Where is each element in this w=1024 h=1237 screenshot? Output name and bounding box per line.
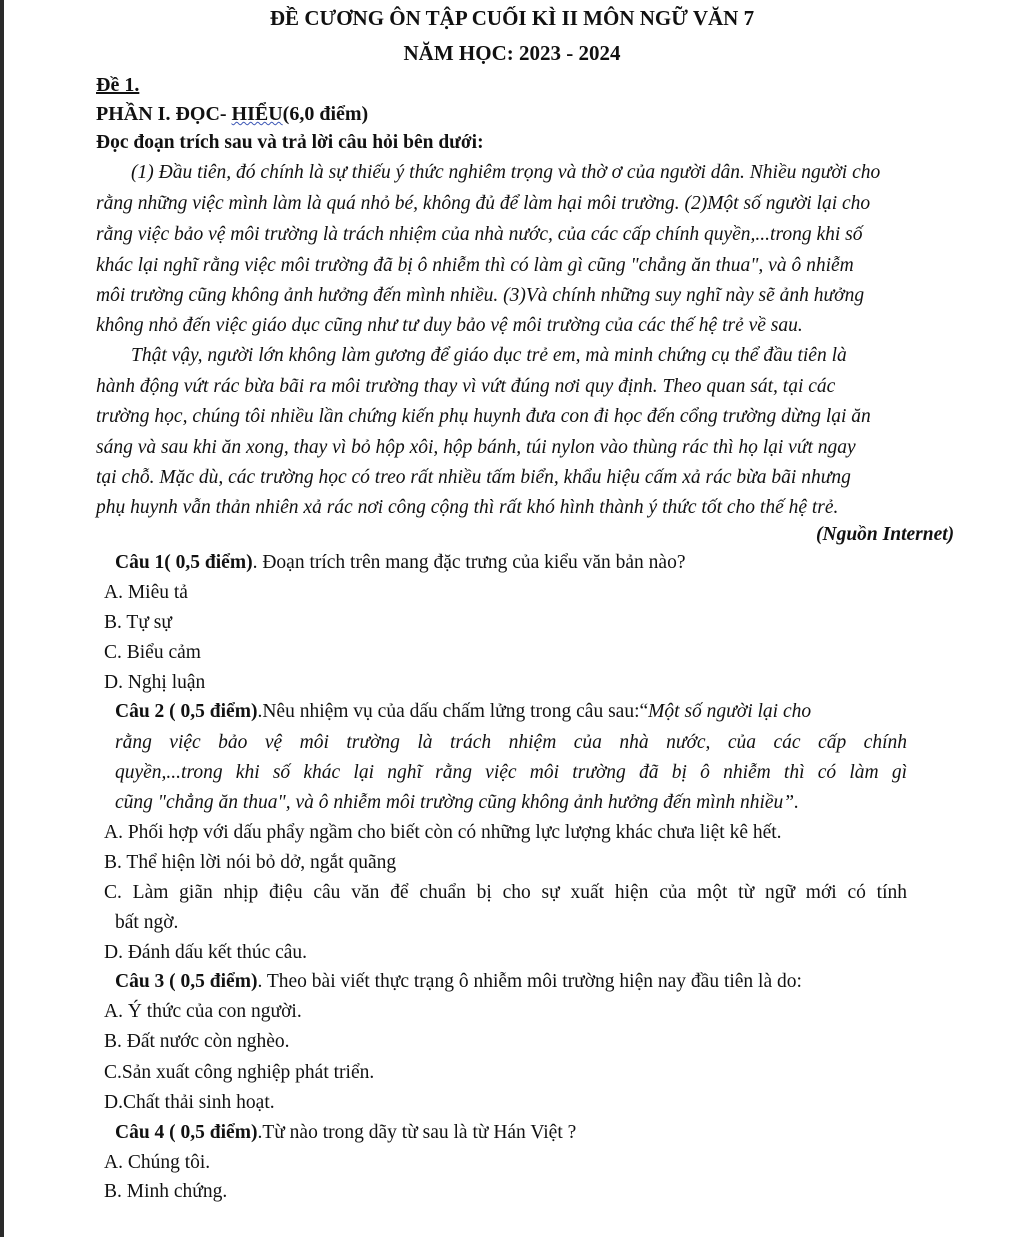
- answer-option: C. Biểu cảm: [104, 642, 201, 663]
- passage-line: Thật vậy, người lớn không làm gương để giáo dục trẻ em, mà minh chứng cụ thể đầu tiên là: [131, 345, 847, 366]
- question-2-label: Câu 2 ( 0,5 điểm): [115, 701, 258, 722]
- passage-line: tại chỗ. Mặc dù, các trường học có treo rất nhiều tấm biển, khẩu hiệu cấm xả rác bừa bãi nhưng: [96, 467, 851, 488]
- question-2-quote-line: quyền,...trong khi số khác lại nghĩ rằng việc môi trường đã bị ô nhiễm thì có làm gì: [115, 762, 907, 783]
- question-4-text: .Từ nào trong dãy từ sau là từ Hán Việt ?: [257, 1122, 577, 1143]
- answer-option: C. Làm giãn nhịp điệu câu văn để chuẩn bị cho sự xuất hiện của một từ ngữ mới có tính: [104, 882, 907, 903]
- exam-number-label: Đề 1.: [96, 74, 140, 96]
- passage-line: phụ huynh vẫn thản nhiên xả rác nơi công cộng thì rất khó hình thành ý thức tốt cho thế hệ trẻ.: [96, 497, 839, 518]
- answer-option: B. Tự sự: [104, 612, 172, 633]
- passage-line: khác lại nghĩ rằng việc môi trường đã bị ô nhiễm thì có làm gì cũng "chẳng ăn thua", và ô nhiễm: [96, 255, 854, 276]
- question-1-text: . Đoạn trích trên mang đặc trưng của kiểu văn bản nào?: [252, 552, 686, 573]
- reading-instruction: Đọc đoạn trích sau và trả lời câu hỏi bên dưới:: [96, 132, 484, 153]
- question-2-text: .Nêu nhiệm vụ của dấu chấm lửng trong câu sau:“: [257, 701, 649, 722]
- passage-line: (1) Đầu tiên, đó chính là sự thiếu ý thức nghiêm trọng và thờ ơ của người dân. Nhiều người cho: [131, 162, 881, 183]
- question-1: [115, 550, 685, 576]
- question-2-quote: Một số người lại cho: [648, 701, 812, 722]
- school-year-heading: NĂM HỌC: 2023 - 2024: [403, 41, 621, 65]
- left-border-line: [0, 0, 4, 1237]
- answer-option: B. Thể hiện lời nói bỏ dở, ngắt quãng: [104, 852, 397, 873]
- question-2: [115, 699, 811, 725]
- answer-option: A. Miêu tả: [104, 582, 188, 603]
- passage-line: hành động vứt rác bừa bãi ra môi trường thay vì vứt đúng nơi quy định. Theo quan sát, tại các: [96, 376, 836, 397]
- passage-line: rằng việc bảo vệ môi trường là trách nhiệm của nhà nước, của các cấp chính quyền,...trong khi số: [96, 224, 863, 245]
- question-1-label: Câu 1( 0,5 điểm): [115, 552, 253, 573]
- answer-option: D.Chất thải sinh hoạt.: [104, 1092, 275, 1113]
- section-prefix: PHẦN I. ĐỌC-: [96, 103, 232, 125]
- answer-option: D. Đánh dấu kết thúc câu.: [104, 942, 308, 963]
- question-3-text: . Theo bài viết thực trạng ô nhiễm môi trường hiện nay đầu tiên là do:: [257, 971, 802, 992]
- passage-line: môi trường cũng không ảnh hưởng đến mình nhiều. (3)Và chính những suy nghĩ này sẽ ảnh hưởng: [96, 285, 865, 306]
- passage-line: sáng và sau khi ăn xong, thay vì bỏ hộp xôi, hộp bánh, túi nylon vào thùng rác thì họ lại vứt ngay: [96, 437, 856, 458]
- answer-option: D. Nghị luận: [104, 672, 206, 693]
- passage-source: (Nguồn Internet): [816, 524, 955, 545]
- question-4: [115, 1120, 576, 1146]
- section-heading: [96, 101, 368, 127]
- section-wavy-word: HIỂU: [231, 103, 283, 125]
- passage-line: rằng những việc mình làm là quá nhỏ bé, không đủ để làm hại môi trường. (2)Một số người lại cho: [96, 193, 871, 214]
- passage-line: không nhỏ đến việc giáo dục cũng như tư duy bảo vệ môi trường của các thế hệ trẻ về sau.: [96, 315, 803, 336]
- answer-option: C.Sản xuất công nghiệp phát triển.: [104, 1062, 375, 1083]
- question-2-quote-line: cũng "chẳng ăn thua", và ô nhiễm môi trường cũng không ảnh hưởng đến mình nhiều”.: [115, 792, 800, 813]
- question-3-label: Câu 3 ( 0,5 điểm): [115, 971, 258, 992]
- section-points: (6,0 điểm): [282, 103, 369, 125]
- answer-option: A. Ý thức của con người.: [104, 1001, 302, 1022]
- document-title: ĐỀ CƯƠNG ÔN TẬP CUỐI KÌ II MÔN NGỮ VĂN 7: [269, 6, 755, 30]
- answer-option-continued: bất ngờ.: [115, 912, 179, 933]
- answer-option: A. Phối hợp với dấu phẩy ngầm cho biết còn có những lực lượng khác chưa liệt kê hết.: [104, 822, 782, 843]
- answer-option: A. Chúng tôi.: [104, 1152, 211, 1173]
- answer-option: B. Đất nước còn nghèo.: [104, 1031, 290, 1052]
- question-3: [115, 969, 802, 995]
- question-2-quote-line: rằng việc bảo vệ môi trường là trách nhiệm của nhà nước, của các cấp chính: [115, 732, 907, 753]
- question-4-label: Câu 4 ( 0,5 điểm): [115, 1122, 258, 1143]
- answer-option: B. Minh chứng.: [104, 1181, 228, 1202]
- passage-line: trường học, chúng tôi nhiều lần chứng kiến phụ huynh đưa con đi học đến cổng trường dừng lại ăn: [96, 406, 871, 427]
